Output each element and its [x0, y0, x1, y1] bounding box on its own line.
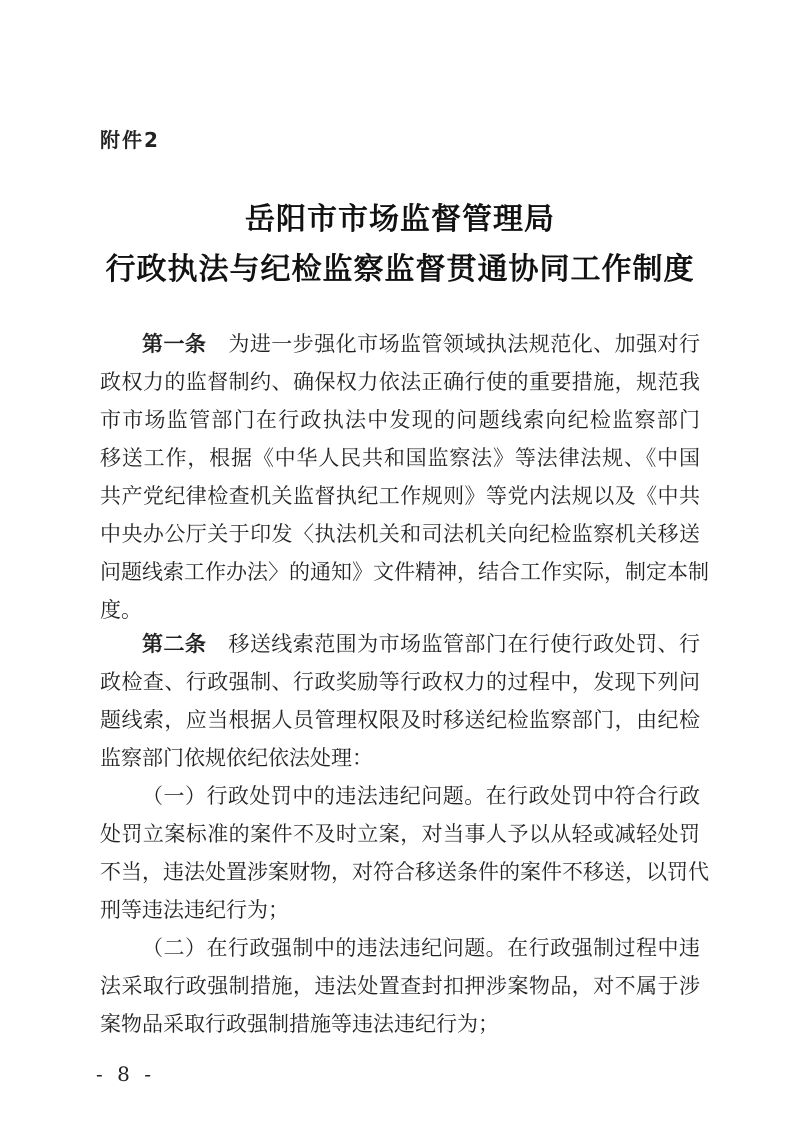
text-line: 刑等违法违纪行为； — [100, 898, 289, 922]
article-2 — [100, 625, 700, 777]
text-line: 政权力的监督制约、确保权力依法正确行使的重要措施，规范我 — [100, 370, 700, 394]
text-line: 移送工作，根据《中华人民共和国监察法》等法律法规、《中国 — [100, 446, 700, 470]
text-line: 问题线索工作办法〉的通知》文件精神，结合工作实际，制定本制 — [100, 560, 709, 584]
article-heading: 第一条 — [142, 332, 207, 356]
text-line: 移送线索范围为市场监管部门在行使行政处罚、行 — [228, 632, 700, 656]
text-line: 处罚立案标准的案件不及时立案，对当事人予以从轻或减轻处罚 — [100, 822, 700, 846]
text-line: 法采取行政强制措施，违法处置查封扣押涉案物品，对不属于涉 — [100, 974, 700, 998]
page-number: - 8 - — [96, 1062, 155, 1086]
text-line: 市市场监管部门在行政执法中发现的问题线索向纪检监察部门 — [100, 408, 700, 432]
text-line: 共产党纪律检查机关监督执纪工作规则》等党内法规以及《中共 — [100, 484, 700, 508]
text-line: 度。 — [100, 598, 142, 622]
article-1 — [100, 325, 709, 629]
text-line: 案物品采取行政强制措施等违法违纪行为； — [100, 1012, 499, 1036]
document-body — [100, 325, 709, 1043]
text-line: 题线索，应当根据人员管理权限及时移送纪检监察部门，由纪检 — [100, 708, 700, 732]
attachment-label: 附件2 — [100, 128, 160, 152]
item-2 — [100, 929, 700, 1043]
text-line: 不当，违法处置涉案财物，对符合移送条件的案件不移送，以罚代 — [100, 860, 709, 884]
document-title-line2: 行政执法与纪检监察监督贯通协同工作制度 — [105, 252, 695, 287]
article-heading: 第二条 — [142, 632, 207, 656]
text-line: 政检查、行政强制、行政奖励等行政权力的过程中，发现下列问 — [100, 670, 700, 694]
item-1 — [100, 777, 709, 929]
document-title-line1: 岳阳市市场监督管理局 — [245, 202, 555, 237]
text-line: 监察部门依规依纪依法处理： — [100, 746, 373, 770]
text-line: （一）行政处罚中的违法违纪问题。在行政处罚中符合行政 — [142, 784, 700, 808]
text-line: （二）在行政强制中的违法违纪问题。在行政强制过程中违 — [142, 936, 700, 960]
text-line: 为进一步强化市场监管领域执法规范化、加强对行 — [228, 332, 700, 356]
text-line: 中央办公厅关于印发〈执法机关和司法机关向纪检监察机关移送 — [100, 522, 700, 546]
